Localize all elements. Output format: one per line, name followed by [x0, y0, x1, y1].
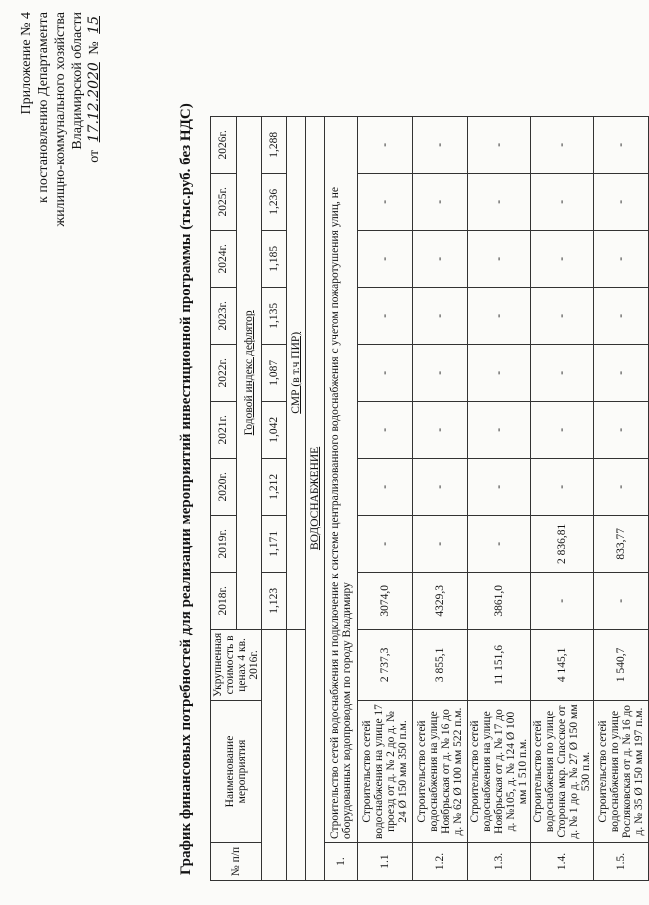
header-cost: Укрупненная стоимость в ценах 4 кв. 2016г.	[211, 629, 262, 700]
row-name: Строительство сетей водоснабжения по улице Сторонка мкр. Спасское от д. № 1 до д. № 27 Ø 150 мм 530 п.м.	[531, 701, 594, 843]
header-num: № п/п	[211, 843, 262, 881]
appendix-block	[18, 12, 103, 227]
deflator-label: Годовой индекс дефлятор	[236, 116, 262, 629]
row-num: 1.4.	[531, 843, 594, 881]
header-year: 2020г.	[211, 458, 237, 515]
header-year: 2026г.	[211, 116, 237, 173]
row-name: Строительство сетей водоснабжения на улице Ноябрьская от д. № 16 до д. № 62 Ø 100 мм 522 п.м.	[413, 701, 468, 843]
row-year-value: -	[413, 401, 468, 458]
row-year-value: -	[358, 287, 413, 344]
deflator-value: 1,087	[262, 344, 287, 401]
row-cost: 2 737,3	[358, 629, 413, 700]
row-name: Строительство сетей водоснабжения по улице Росляковская от д. № 16 до д. № 35 Ø 150 мм 197 п.м.	[594, 701, 649, 843]
appendix-line-3: жилищно-коммунального хозяйства	[53, 12, 68, 227]
row-year-value: -	[594, 458, 649, 515]
row-year-value: -	[358, 230, 413, 287]
group-num: 1.	[325, 843, 358, 881]
row-year-value: -	[358, 401, 413, 458]
handwritten-number: 15	[86, 16, 102, 34]
group-text: Строительство сетей водоснабжения и подключение к системе централизованного водоснабжения с учетом пожаротушения улиц, не оборудованных водопроводом по городу Владимиру	[325, 116, 358, 842]
row-year-value: 3074,0	[358, 572, 413, 629]
row-num: 1.3.	[468, 843, 531, 881]
header-year: 2025г.	[211, 173, 237, 230]
deflator-row	[262, 116, 287, 880]
deflator-value: 1,236	[262, 173, 287, 230]
row-year-value: -	[358, 458, 413, 515]
row-year-value: -	[413, 116, 468, 173]
table-row	[358, 116, 413, 880]
header-row	[211, 116, 237, 880]
deflator-value: 1,212	[262, 458, 287, 515]
row-year-value: -	[531, 116, 594, 173]
row-year-value: -	[594, 344, 649, 401]
row-year-value: -	[358, 173, 413, 230]
row-year-value: -	[531, 572, 594, 629]
table-row	[531, 116, 594, 880]
appendix-line-4: Владимирской области	[70, 12, 85, 150]
row-cost: 3 855,1	[413, 629, 468, 700]
header-name: Наименование мероприятия	[211, 701, 262, 843]
appendix-line-2: к постановлению Департамента	[36, 12, 51, 203]
row-year-value: -	[468, 344, 531, 401]
deflator-value: 1,171	[262, 515, 287, 572]
row-year-value: 2 836,81	[531, 515, 594, 572]
smr-row	[287, 116, 306, 880]
row-cost: 1 540,7	[594, 629, 649, 700]
table-row	[594, 116, 649, 880]
row-year-value: -	[413, 515, 468, 572]
row-year-value: -	[413, 458, 468, 515]
row-year-value: -	[594, 287, 649, 344]
section-label: ВОДОСНАБЖЕНИЕ	[306, 116, 325, 880]
row-year-value: -	[413, 173, 468, 230]
header-year: 2023г.	[211, 287, 237, 344]
smr-label: СМР (в т.ч ПИР)	[287, 116, 306, 629]
row-year-value: -	[413, 230, 468, 287]
row-year-value: -	[358, 344, 413, 401]
deflator-value: 1,123	[262, 572, 287, 629]
section-row	[306, 116, 325, 880]
table-row	[468, 116, 531, 880]
appendix-date-line	[86, 12, 103, 227]
row-year-value: -	[468, 515, 531, 572]
row-year-value: -	[594, 572, 649, 629]
table-row	[413, 116, 468, 880]
row-year-value: -	[468, 230, 531, 287]
number-prefix: №	[87, 41, 102, 55]
row-cost: 4 145,1	[531, 629, 594, 700]
row-year-value: 4329,3	[413, 572, 468, 629]
appendix-line-1: Приложение № 4	[19, 12, 34, 115]
row-year-value: -	[531, 173, 594, 230]
header-year: 2021г.	[211, 401, 237, 458]
row-year-value: -	[468, 458, 531, 515]
row-year-value: -	[358, 116, 413, 173]
row-year-value: -	[413, 287, 468, 344]
row-name: Строительство сетей водоснабжения на улице 17 проезд от д. № 2 до д. № 24 Ø 150 мм 350 п.м.	[358, 701, 413, 843]
header-year: 2018г.	[211, 572, 237, 629]
row-num: 1.1	[358, 843, 413, 881]
row-year-value: -	[413, 344, 468, 401]
row-num: 1.2.	[413, 843, 468, 881]
row-year-value: -	[594, 116, 649, 173]
row-year-value: -	[531, 458, 594, 515]
deflator-spacer	[262, 629, 287, 880]
row-year-value: -	[531, 344, 594, 401]
row-year-value: -	[531, 230, 594, 287]
row-year-value: 3861,0	[468, 572, 531, 629]
date-prefix: от	[87, 149, 102, 163]
deflator-value: 1,042	[262, 401, 287, 458]
row-year-value: -	[468, 287, 531, 344]
table-body	[358, 116, 649, 880]
header-year: 2019г.	[211, 515, 237, 572]
row-year-value: 833,77	[594, 515, 649, 572]
row-year-value: -	[468, 116, 531, 173]
header-year: 2022г.	[211, 344, 237, 401]
handwritten-date: 17.12.2020	[86, 62, 102, 143]
deflator-value: 1,288	[262, 116, 287, 173]
deflator-value: 1,185	[262, 230, 287, 287]
row-num: 1.5.	[594, 843, 649, 881]
smr-spacer	[287, 629, 306, 880]
group-row	[325, 116, 358, 880]
row-year-value: -	[531, 401, 594, 458]
row-year-value: -	[358, 515, 413, 572]
document-title: График финансовых потребностей для реализации мероприятий инвестиционной программы (тыс.руб. без НДС)	[178, 103, 194, 875]
row-year-value: -	[468, 173, 531, 230]
row-year-value: -	[531, 287, 594, 344]
row-name: Строительство сетей водоснабжения на улице Ноябрьская от д. № 17 до д. №105, д. № 124 Ø 100 мм 1 510 п.м.	[468, 701, 531, 843]
row-year-value: -	[594, 230, 649, 287]
row-year-value: -	[594, 173, 649, 230]
row-cost: 11 151,6	[468, 629, 531, 700]
row-year-value: -	[594, 401, 649, 458]
investment-schedule-table	[210, 116, 649, 881]
header-year: 2024г.	[211, 230, 237, 287]
deflator-value: 1,135	[262, 287, 287, 344]
row-year-value: -	[468, 401, 531, 458]
